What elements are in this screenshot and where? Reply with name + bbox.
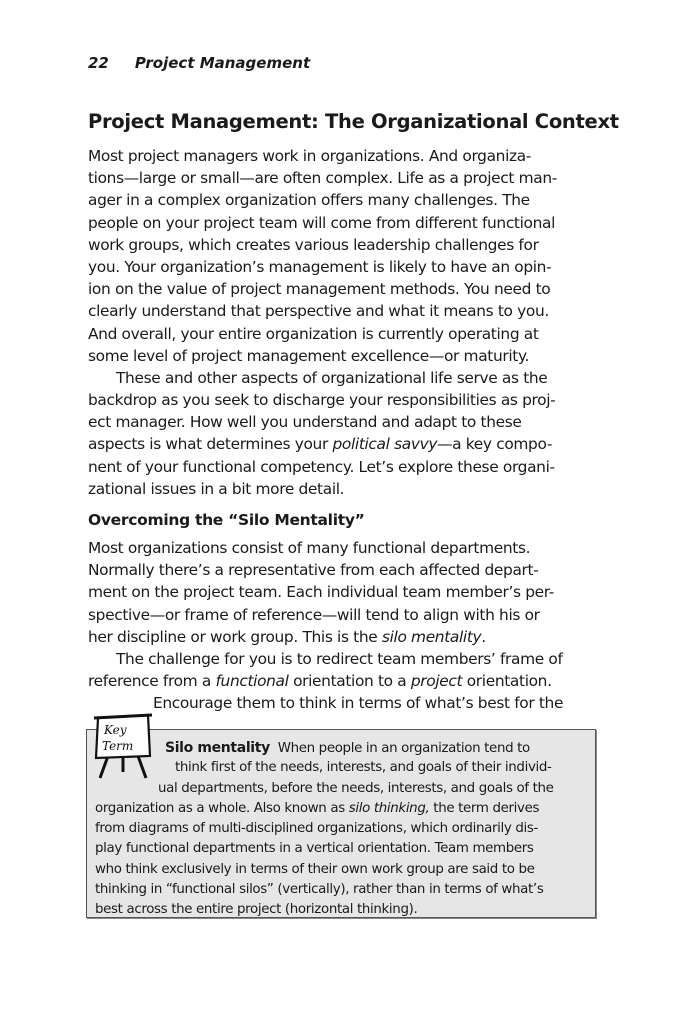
emphasis-political-savvy: political savvy [332, 435, 438, 454]
page-number: 22 [88, 54, 109, 72]
sidebar-line [95, 799, 554, 819]
emphasis-silo-mentality: silo mentality [381, 627, 482, 646]
paragraph-line: ect manager. How well you understand and adapt to these [88, 413, 522, 432]
text-run: organization as a whole. Also known as [95, 800, 349, 816]
text-run: her discipline or work group. This is the [88, 627, 382, 646]
paragraph-line: ion on the value of project management methods. You need to [88, 280, 551, 299]
paragraph-line: nent of your functional competency. Let’s explore these organi- [88, 457, 555, 476]
paragraph-line: zational issues in a bit more detail. [88, 479, 345, 498]
sidebar-term: Silo mentality [165, 740, 270, 756]
sidebar-line: who think exclusively in terms of their own work group are said to be [95, 861, 535, 877]
section-body [88, 145, 598, 500]
sidebar-line [95, 738, 554, 758]
paragraph-line: ment on the project team. Each individual team member’s per- [88, 583, 554, 602]
running-header [88, 54, 310, 72]
running-title: Project Management [134, 54, 311, 72]
paragraph-line: Most project managers work in organizations. And organiza- [88, 147, 532, 165]
icon-label-term: Term [102, 739, 134, 753]
text-run: the term derives [429, 800, 540, 816]
paragraph-line: you. Your organization’s management is likely to have an opin- [88, 257, 552, 276]
sidebar-line: thinking in “functional silos” (vertically), rather than in terms of what’s [95, 882, 544, 898]
sidebar-line: from diagrams of multi-disciplined organizations, which ordinarily dis- [95, 821, 538, 837]
paragraph-line: backdrop as you seek to discharge your responsibilities as proj- [88, 391, 556, 410]
paragraph-line: Most organizations consist of many functional departments. [88, 539, 531, 557]
paragraph-line: people on your project team will come from different functional [88, 213, 556, 232]
key-term-sidebar [86, 729, 596, 918]
section-title: Project Management: The Organizational Context [88, 110, 619, 133]
paragraph-line: clearly understand that perspective and what it means to you. [88, 302, 549, 321]
subsection-title: Overcoming the “Silo Mentality” [88, 511, 365, 529]
sidebar-text [95, 738, 554, 921]
paragraph-line: work groups, which creates various leadership challenges for [88, 235, 539, 254]
text-run: orientation to a [288, 672, 411, 691]
paragraph-line: ager in a complex organization offers many challenges. The [88, 191, 530, 210]
sidebar-line: think first of the needs, interests, and goals of their individ- [175, 760, 552, 776]
paragraph-line: The challenge for you is to redirect team members’ frame of [116, 649, 563, 668]
paragraph-line [88, 433, 598, 455]
paragraph-line: tions—large or small—are often complex. Life as a project man- [88, 169, 557, 188]
sidebar-line: play functional departments in a vertical orientation. Team members [95, 841, 534, 857]
paragraph-line: Encourage them to think in terms of what’s best for the [153, 694, 564, 713]
text-run: aspects is what determines your [88, 435, 333, 454]
icon-label-key: Key [104, 723, 127, 737]
text-run: orientation. [462, 672, 552, 691]
emphasis-silo-thinking: silo thinking, [348, 800, 430, 816]
paragraph-line: Normally there’s a representative from each affected depart- [88, 561, 539, 580]
sidebar-line: ual departments, before the needs, interests, and goals of the [158, 780, 554, 796]
text-run: reference from a [88, 672, 216, 691]
sidebar-line: best across the entire project (horizontal thinking). [95, 902, 418, 918]
emphasis-functional: functional [215, 672, 289, 691]
paragraph-line: And overall, your entire organization is currently operating at [88, 324, 539, 343]
subsection-body [88, 537, 598, 715]
paragraph-line [88, 626, 598, 648]
text-run: . [481, 627, 486, 646]
key-term-easel-icon [90, 712, 160, 782]
text-run: —a key compo- [437, 435, 553, 454]
emphasis-project: project [410, 672, 463, 691]
paragraph-line: some level of project management excellence—or maturity. [88, 346, 530, 365]
paragraph-line [88, 670, 598, 692]
text-run: When people in an organization tend to [277, 741, 530, 756]
paragraph-line: These and other aspects of organizational life serve as the [116, 368, 548, 387]
paragraph-line: spective—or frame of reference—will tend to align with his or [88, 605, 540, 624]
